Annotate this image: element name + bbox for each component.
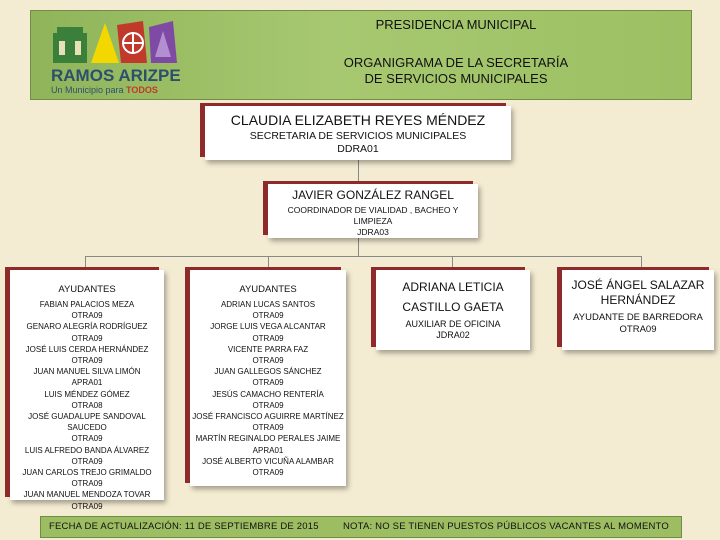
helper-line: OTRA09 <box>252 400 284 410</box>
helper-line: JESÚS CAMACHO RENTERÍA <box>212 389 324 399</box>
secretary-code: DDRA01 <box>337 143 379 155</box>
helper-line: OTRA09 <box>71 333 103 343</box>
connector-drop-middle <box>268 256 269 270</box>
helper-line: ADRIAN LUCAS SANTOS <box>220 300 316 309</box>
connector-drop-sweeper <box>641 256 642 270</box>
helper-line: VICENTE PARRA FAZ <box>227 344 309 354</box>
helpers-left-card <box>10 270 164 511</box>
helper-line: APRA01 <box>252 445 284 455</box>
coordinator-title-2: LIMPIEZA <box>353 216 393 227</box>
svg-text:Un Municipio para TODOS: Un Municipio para TODOS <box>51 85 158 95</box>
ramos-arizpe-logo <box>47 19 197 97</box>
helper-line: APRA01 <box>71 378 103 388</box>
sweeper-aide-title: AYUDANTE DE BARREDORA <box>573 312 703 323</box>
secretary-name: CLAUDIA ELIZABETH REYES MÉNDEZ <box>230 112 486 128</box>
office-aide-name-1: ADRIANA LETICIA <box>402 280 504 294</box>
helper-line: OTRA09 <box>252 423 284 433</box>
secretary-title: SECRETARIA DE SERVICIOS MUNICIPALES <box>249 130 467 142</box>
footer-vacancy-note: NOTA: NO SE TIENEN PUESTOS PÚBLICOS VACANTES AL MOMENTO <box>343 521 669 532</box>
coordinator-title-1: COORDINADOR DE VIALIDAD , BACHEO Y <box>287 205 459 215</box>
helper-line: LUIS ALFREDO BANDA ÁLVAREZ <box>24 445 150 455</box>
helper-line: JOSÉ LUIS CERDA HERNÁNDEZ <box>25 344 149 354</box>
coordinator-card <box>268 184 478 238</box>
helper-line: OTRA09 <box>252 333 284 343</box>
helper-line: OTRA09 <box>252 356 284 366</box>
subtitle-line-1: ORGANIGRAMA DE LA SECRETARÍA <box>343 55 569 70</box>
helper-line: JORGE LUIS VEGA ALCANTAR <box>210 322 326 332</box>
helper-line: FABIAN PALACIOS MEZA <box>39 300 135 309</box>
secretary-card <box>205 106 511 160</box>
helper-line: JUAN CARLOS TREJO GRIMALDO <box>22 468 152 478</box>
office-aide-name-2: CASTILLO GAETA <box>402 300 504 314</box>
connector-horizontal-bar <box>85 256 642 257</box>
helper-line: JUAN MANUEL MENDOZA TOVAR <box>23 490 151 500</box>
helper-line: MARTÍN REGINALDO PERALES JAIME <box>195 434 341 444</box>
helper-line: OTRA09 <box>71 479 103 489</box>
helper-line: LUIS MÉNDEZ GÓMEZ <box>44 389 130 399</box>
helpers-right-card <box>190 270 346 486</box>
office-aide-code: JDRA02 <box>436 330 470 341</box>
footer-bar <box>40 516 682 538</box>
coordinator-name: JAVIER GONZÁLEZ RANGEL <box>292 188 454 202</box>
helpers-left-list <box>10 299 164 512</box>
page-title: PRESIDENCIA MUNICIPAL <box>375 17 537 32</box>
helper-line: OTRA09 <box>71 456 103 466</box>
helper-line: OTRA09 <box>71 356 103 366</box>
helper-line: OTRA09 <box>252 311 284 321</box>
coordinator-code: JDRA03 <box>357 227 389 238</box>
helper-line: SAUCEDO <box>67 423 107 433</box>
header-banner <box>30 10 692 100</box>
footer-updated-date: FECHA DE ACTUALIZACIÓN: 11 DE SEPTIEMBRE DE 2015 <box>49 521 319 532</box>
helper-line: JUAN GALLEGOS SÁNCHEZ <box>214 367 322 377</box>
helper-line: OTRA09 <box>252 468 284 478</box>
sweeper-aide-card <box>562 270 714 350</box>
sweeper-aide-name-2: HERNÁNDEZ <box>600 293 676 307</box>
connector-secretary-coordinator <box>358 160 359 184</box>
helper-line: JOSÉ ALBERTO VICUÑA ALAMBAR <box>202 456 334 466</box>
helper-line: JOSÉ FRANCISCO AGUIRRE MARTÍNEZ <box>192 412 344 422</box>
sweeper-aide-code: OTRA09 <box>619 324 657 335</box>
helper-line: OTRA09 <box>71 311 103 321</box>
svg-text:RAMOS ARIZPE: RAMOS ARIZPE <box>51 66 181 85</box>
helper-line: OTRA08 <box>71 400 103 410</box>
helper-line: JUAN MANUEL SILVA LIMÓN <box>33 367 141 377</box>
helper-line: OTRA09 <box>71 434 103 444</box>
connector-coordinator-down <box>358 238 359 256</box>
connector-drop-left <box>85 256 86 270</box>
helpers-right-heading: AYUDANTES <box>239 284 297 295</box>
sweeper-aide-name-1: JOSÉ ÁNGEL SALAZAR <box>571 278 705 292</box>
subtitle-line-2: DE SERVICIOS MUNICIPALES <box>364 71 548 86</box>
page-subtitle <box>241 55 671 87</box>
helper-line: OTRA09 <box>71 501 103 511</box>
helper-line: OTRA09 <box>252 378 284 388</box>
helper-line: JOSÉ GUADALUPE SANDOVAL <box>28 412 146 422</box>
office-aide-card <box>376 270 530 350</box>
helper-line: GENARO ALEGRÍA RODRÍGUEZ <box>26 322 148 332</box>
helpers-left-heading: AYUDANTES <box>58 284 116 295</box>
connector-drop-office <box>452 256 453 270</box>
office-aide-title: AUXILIAR DE OFICINA <box>405 319 501 329</box>
helpers-right-list <box>190 299 346 478</box>
